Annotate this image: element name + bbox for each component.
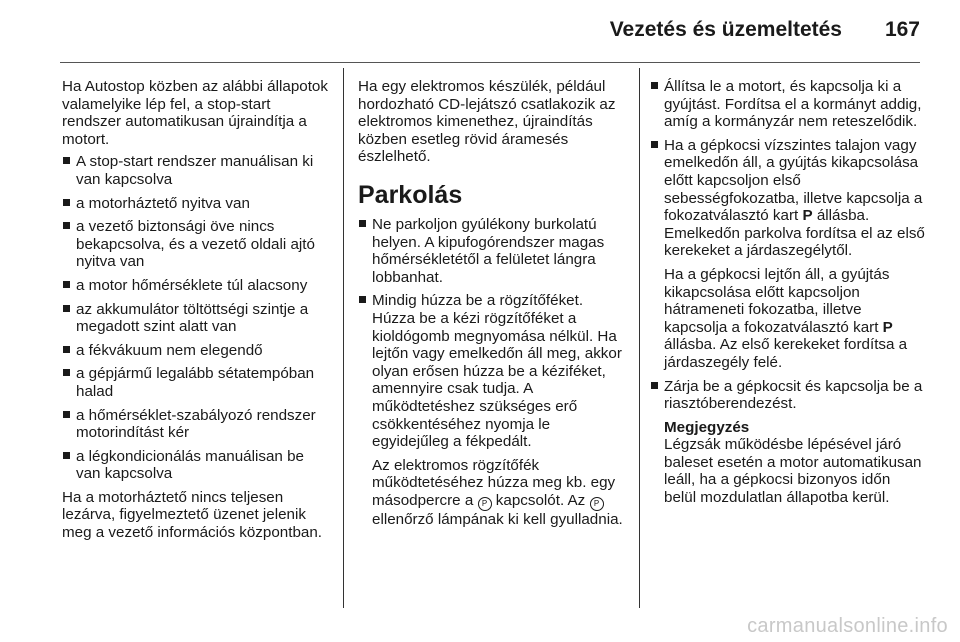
list-item: a vezető biztonsági öve nincs bekapcsolva, és a vezető oldali ajtó nyitva van	[62, 218, 330, 271]
bullet-icon	[63, 157, 70, 164]
parking-list-continued	[650, 78, 925, 413]
list-item: Ha a gépkocsi vízszintes talajon vagy emelkedőn áll, a gyújtás kikapcsolása előtt kapcsoljon első sebességfokozatba, illetve kapcsolja a fokozatválasztó kart P állásba. Emelkedőn parkolva fordítsa el az első kerekeket a járdaszegélytől. Ha a gépkocsi lejtőn áll, a gyújtás kikapcsolása előtt kapcsoljon hátrameneti fokozatba, illetve kapcsolja a fokozatválasztó kart P állásba. Az első kerekeket fordítsa a járdaszegély felé.	[650, 137, 925, 372]
parking-brake-icon: P	[590, 497, 604, 511]
column-2	[358, 78, 628, 534]
bullet-icon	[651, 382, 658, 389]
bullet-icon	[63, 199, 70, 206]
list-item: A stop-start rendszer manuálisan ki van kapcsolva	[62, 153, 330, 188]
watermark: carmanualsonline.info	[747, 615, 948, 637]
section-title-parking: Parkolás	[358, 180, 463, 209]
page-header	[60, 18, 920, 48]
list-item: Ne parkoljon gyúlékony burkolatú helyen. A kipufogórendszer magas hőmérsékletétől a felületet lángra lobbanhat.	[358, 216, 628, 286]
bullet-icon	[651, 141, 658, 148]
bullet-icon	[63, 411, 70, 418]
list-item: Zárja be a gépkocsit és kapcsolja be a riasztóberendezést.	[650, 378, 925, 413]
bullet-icon	[63, 305, 70, 312]
bullet-icon	[359, 220, 366, 227]
col1-outro: Ha a motorháztető nincs teljesen lezárva, figyelmeztető üzenet jelenik meg a vezető információs központban.	[62, 488, 323, 542]
list-item: Mindig húzza be a rögzítőféket. Húzza be a kézi rögzítőféket a kioldógomb megnyomása nélkül. Ha lejtőn vagy emelkedőn áll meg, akkor olyan erősen húzza be a kéziféket, amennyire csak tudja. A működtetéshez szükséges erő csökkentéséhez nyomja le egyidejűleg a fékpedált. Az elektromos rögzítőfék működtetéséhez húzza meg kb. egy másodpercre a P kapcsolót. Az P ellenőrző lámpának ki kell gyulladnia.	[358, 292, 628, 528]
note-title: Megjegyzés	[664, 418, 750, 436]
restart-conditions-list	[62, 153, 330, 483]
electric-brake-paragraph: Az elektromos rögzítőfék működtetéséhez húzza meg kb. egy másodpercre a P kapcsolót. Az P ellenőrző lámpának ki kell gyulladnia.	[372, 456, 623, 528]
list-item: a légkondicionálás manuálisan be van kapcsolva	[62, 448, 330, 483]
downhill-paragraph: Ha a gépkocsi lejtőn áll, a gyújtás kikapcsolása előtt kapcsoljon hátrameneti fokozatba, illetve kapcsolja a fokozatválasztó kart P állásba. Az első kerekeket fordítsa a járdaszegély felé.	[664, 265, 908, 371]
bullet-icon	[63, 346, 70, 353]
list-item: a motorháztető nyitva van	[62, 195, 330, 213]
gear-p-label: P	[802, 207, 813, 225]
list-item: a gépjármű legalább sétatempóban halad	[62, 365, 330, 400]
col2-intro: Ha egy elektromos készülék, például hordozható CD-lejátszó csatlakozik az elektromos kimenethez, újraindítás közben esetleg rövid áramesés észlelhető.	[358, 78, 616, 166]
list-item: a motor hőmérséklete túl alacsony	[62, 277, 330, 295]
column-divider-1	[343, 68, 344, 608]
list-item: a fékvákuum nem elegendő	[62, 342, 330, 360]
list-item: Állítsa le a motort, és kapcsolja ki a gyújtást. Fordítsa el a kormányt addig, amíg a kormányzár nem reteszelődik.	[650, 78, 925, 131]
list-item: az akkumulátor töltöttségi szintje a megadott szint alatt van	[62, 301, 330, 336]
note-text: Légzsák működésbe lépésével járó baleset esetén a motor automatikusan leáll, ha a gépkocsi bizonyos időn belül mozdulatlan állapotba kerül.	[664, 436, 922, 507]
parking-brake-icon: P	[478, 497, 492, 511]
page-title: Vezetés és üzemeltetés	[609, 18, 842, 41]
page-number: 167	[884, 18, 920, 41]
bullet-icon	[63, 369, 70, 376]
col1-intro: Ha Autostop közben az alábbi állapotok valamelyike lép fel, a stop-start rendszer automatikusan újraindítja a motort.	[62, 78, 328, 148]
note-block	[650, 419, 925, 507]
bullet-icon	[63, 452, 70, 459]
bullet-icon	[63, 222, 70, 229]
column-divider-2	[639, 68, 640, 608]
column-1	[62, 78, 330, 547]
gear-p-label: P	[882, 318, 893, 336]
bullet-icon	[63, 281, 70, 288]
header-divider	[60, 62, 920, 63]
parking-list	[358, 216, 628, 529]
list-item: a hőmérséklet-szabályozó rendszer motorindítást kér	[62, 407, 330, 442]
bullet-icon	[651, 82, 658, 89]
bullet-icon	[359, 296, 366, 303]
column-3	[650, 78, 925, 507]
